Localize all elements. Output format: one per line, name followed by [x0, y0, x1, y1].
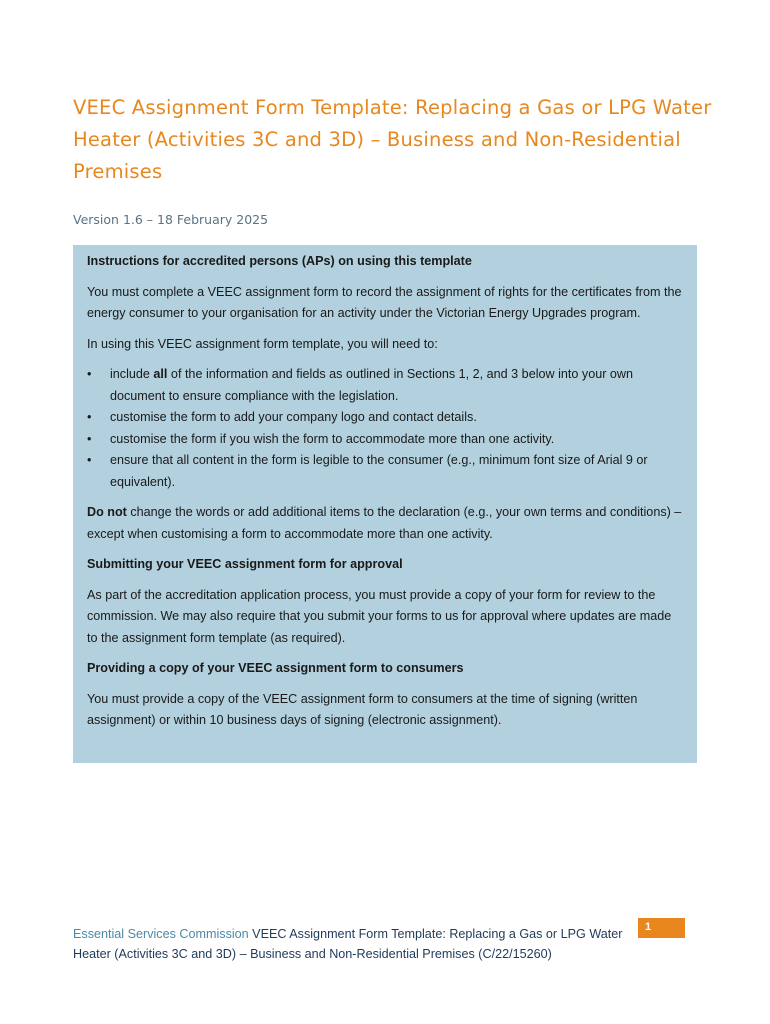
instructions-intro: You must complete a VEEC assignment form to record the assignment of rights for the certificates from the energy consumer to your organisation for an activity under the Victorian Energy Upgrades program.: [87, 284, 682, 320]
instructions-lead: In using this VEEC assignment form template, you will need to:: [87, 336, 438, 351]
list-item: [87, 364, 683, 407]
bullet-text-pre: include: [110, 367, 154, 381]
do-not-bold: Do not: [87, 505, 127, 519]
bullet-text-bold: all: [153, 367, 168, 381]
version-date: Version 1.6 – 18 February 2025: [73, 212, 269, 227]
instructions-heading: Instructions for accredited persons (APs) on using this template: [87, 254, 472, 268]
footer-org: Essential Services Commission: [73, 927, 249, 941]
list-item: [87, 450, 683, 493]
bullet-text: customise the form if you wish the form to accommodate more than one activity.: [110, 431, 555, 446]
bullet-text: customise the form to add your company logo and contact details.: [110, 410, 477, 424]
footer-text: VEEC Assignment Form Template: Replacing a Gas or LPG Water Heater (Activities 3C and 3D) – Business and Non-Residential Premises (C/22/15260): [73, 927, 623, 961]
bullet-icon: •: [87, 453, 92, 467]
do-not-paragraph: [87, 502, 683, 545]
instructions-box: [73, 245, 697, 763]
instructions-bullet-list: [87, 364, 683, 493]
bullet-icon: •: [87, 367, 92, 381]
bullet-icon: •: [87, 431, 92, 446]
bullet-text: ensure that all content in the form is legible to the consumer (e.g., minimum font size of Arial 9 or equivalent).: [110, 453, 648, 489]
page-number: 1: [638, 918, 685, 938]
do-not-text: change the words or add additional items to the declaration (e.g., your own terms and conditions) – except when customising a form to accommodate more than one activity.: [87, 505, 682, 541]
submit-heading: Submitting your VEEC assignment form for approval: [87, 557, 403, 571]
submit-text: As part of the accreditation application process, you must provide a copy of your form for review to the commission. We may also require that you submit your forms to us for approval where updates are made to the assignment form template (as required).: [87, 587, 672, 645]
copy-heading: Providing a copy of your VEEC assignment form to consumers: [87, 661, 464, 675]
page-footer: [73, 925, 633, 964]
bullet-text-post: of the information and fields as outlined in Sections 1, 2, and 3 below into your own document to ensure compliance with the legislation.: [110, 367, 633, 403]
list-item: [87, 407, 683, 429]
list-item: [87, 429, 683, 451]
document-title: VEEC Assignment Form Template: Replacing a Gas or LPG Water Heater (Activities 3C and 3D) – Business and Non-Residential Premises: [73, 96, 712, 183]
copy-text: You must provide a copy of the VEEC assignment form to consumers at the time of signing (written assignment) or within 10 business days of signing (electronic assignment).: [87, 691, 638, 727]
bullet-icon: •: [87, 410, 92, 424]
